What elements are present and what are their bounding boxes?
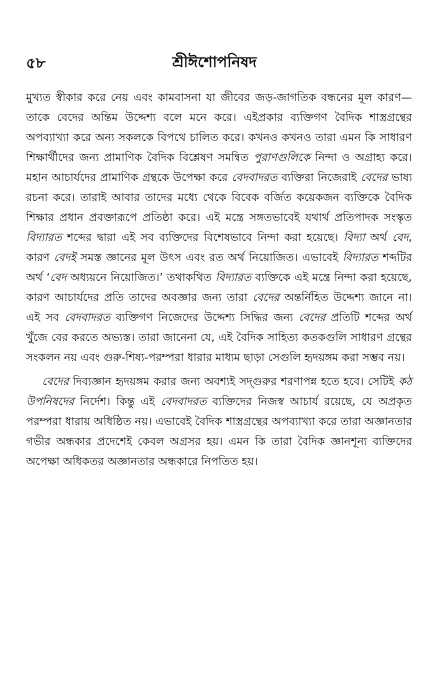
text-run: শব্দের দ্বারা এই সব ব্যক্তিদের বিশেষভাবে নিন্দা করা হয়েছে।: [61, 231, 344, 244]
italic-term: বেদের: [42, 375, 69, 388]
text-run: অর্থ: [364, 231, 393, 244]
text-run: ব্যক্তিকে এই মন্ত্রে নিন্দা করা হয়েছে, কারণ আচার্যদের প্রতি তাদের অবজ্ঞার জন্য তারা: [26, 271, 412, 304]
italic-term: বেদ: [392, 231, 409, 244]
text-run: অধ্যয়নে নিয়োজিত।’ তথাকথিত: [66, 271, 216, 284]
italic-term: বিদ্যারত: [26, 231, 62, 244]
paragraph: [26, 372, 412, 472]
text-run: অন্তর্নিহিত উদ্দেশ্য জানে না। এই সব: [26, 291, 412, 324]
italic-term: বেদের: [298, 311, 326, 324]
text-run: দিব্যজ্ঞান হৃদয়ঙ্গম করার জন্য অবশ্যই সদ্‌গুরুর শরণাপন্ন হতে হবে। সেটিই: [68, 375, 399, 388]
text-run: ব্যক্তিদের নিজস্ব আচার্য রয়েছে, যে অপ্রকৃত পরম্পরা ধারায় অধিষ্ঠিত নয়। এভাবেই বৈদিক শাস্ত্রগ্রন্থের অপব্যাখ্যা করে তারা অজ্ঞানতার গভীর অন্ধকার প্রদেশেই কেবল অগ্রসর হয়। এমন কি তারা বৈদিক জ্ঞানশূন্য ব্যক্তিদের অপেক্ষা অধিকতর অজ্ঞানতার অন্ধকারে নিপতিত হয়।: [26, 395, 413, 468]
text-run: নির্দেশ। কিন্তু এই: [74, 395, 161, 408]
text-run: শব্দটির অর্থ ‘: [26, 251, 413, 284]
running-title: শ্রীঈশোপনিষদ: [172, 53, 257, 71]
italic-term: বেদের: [252, 291, 280, 304]
italic-term: বেদ: [50, 271, 67, 284]
italic-term: বেদই: [53, 251, 77, 264]
paragraph: [26, 88, 412, 368]
text-run: , কারণ: [26, 231, 412, 264]
text-run: মুখ্যত স্বীকার করে নেয় এবং কামবাসনা যা জীবের জড়-জাগতিক বন্ধনের মূল কারণ—তাকে বেদের অন্তিম উদ্দেশ্য বলে মনে করে। এইপ্রকার ব্যক্তিগণ বৈদিক শাস্ত্রগ্রন্থের অপব্যাখ্যা করে অন্য সকলকে বিপথে চালিত করে। কখনও কখনও তারা এমন কি সাধারণ শিক্ষার্থীদের জন্য প্রামাণিক বৈদিক বিশ্লেষণ সমন্বিত: [26, 91, 412, 164]
text-run: ব্যক্তিগণ নিজেদের উদ্দেশ্য সিদ্ধির জন্য: [110, 311, 299, 324]
italic-term: বেদবাদরত: [64, 311, 111, 324]
text-run: নিন্দা ও অগ্রাহ্য করে। মহান আচার্যদের প্রামাণিক গ্রন্থকে উপেক্ষা করে: [26, 151, 413, 184]
text-run: প্রতিটি শব্দের অর্থ খুঁজে বের করতে অভ্যস্ত। তারা জানেনা যে, এই বৈদিক সাহিত্য কতকগুলি সাধারণ গ্রন্থের সংকলন নয় এবং গুরু-শিষ্য-পরম্পরা ধারার মাধ্যম ছাড়া সেগুলি হৃদয়ঙ্গম করা সম্ভব নয়।: [26, 311, 412, 364]
italic-term: বেদবাদরত: [231, 171, 278, 184]
italic-term: পুরাণগুলিকে: [253, 151, 311, 164]
text-run: ভাষ্য রচনা করে। তারাই আবার তাদের মধ্যে থেকে বিবেক বর্জিত কয়েকজন ব্যক্তিকে বৈদিক শিক্ষার প্রধান প্রবক্তারূপে প্রতিষ্ঠা করে। এই মন্ত্রে সঙ্গতভাবেই যথার্থ প্রতিপাদক সংস্কৃত: [26, 171, 413, 224]
italic-term: বিদ্যারত: [342, 251, 379, 264]
page-number: ৫৮: [26, 54, 46, 72]
text-run: ব্যক্তিরা নিজেরাই: [277, 171, 361, 184]
text-run: সমস্ত জ্ঞানের মূল উৎস এবং রত অর্থ নিয়োজিত। এভাবেই: [76, 251, 343, 264]
body-text: [26, 88, 412, 472]
italic-term: বেদের: [360, 171, 388, 184]
italic-term: বিদ্যা: [343, 231, 365, 244]
italic-term: কঠ উপনিষদের: [26, 375, 412, 408]
italic-term: বেদবাদরত: [160, 395, 207, 408]
italic-term: বিদ্যারত: [215, 271, 252, 284]
